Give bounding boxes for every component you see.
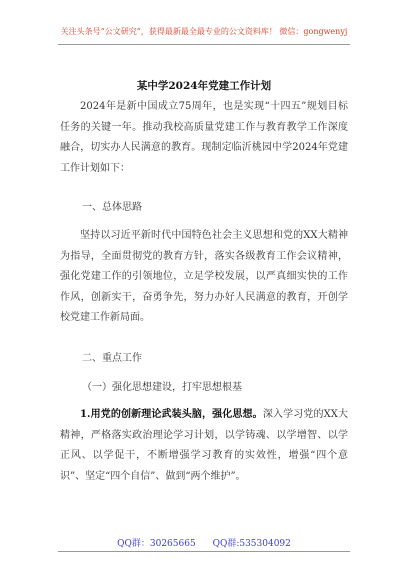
footer-qq-group-2: QQ群:535304092 [212, 539, 291, 549]
header-banner: 关注头条号“公文研究”，获得最新最全最专业的公文资料库！ 微信：gongwenyj [60, 27, 348, 36]
header-divider [58, 44, 350, 45]
section-heading-key-work: 二、重点工作 [82, 353, 142, 364]
subsection-heading-ideology: （一）强化思想建设，打牢思想根基 [82, 382, 242, 393]
section-heading-overall: 一、总体思路 [82, 202, 142, 213]
footer-divider [58, 551, 350, 552]
item-ideology-paragraph [60, 405, 348, 487]
footer-qq-group-1: QQ群：30265665 [117, 539, 196, 549]
document-title: 某中学2024年党建工作计划 [136, 80, 272, 92]
intro-paragraph: 2024年是新中国成立75周年，也是实现“十四五”规划目标任务的关键一年。推动我校高质量党建工作与教育教学工作深度融合，切实办人民满意的教育。现制定临沂桃园中学2024年党建工作计划如下： [60, 101, 348, 174]
item-ideology-body: 深入学习党的XX大精神，严格落实政治理论学习计划，以学铸魂、以学增智、以学正风、以学促干，不断增强学习教育的实效性，增强“四个意识”、坚定“四个自信”、做到“两个维护”。 [60, 409, 348, 482]
footer-contacts [0, 536, 408, 549]
item-ideology-lead: 1.用党的创新理论武装头脑，强化思想。 [80, 409, 263, 420]
section-overall-body: 坚持以习近平新时代中国特色社会主义思想和党的XX大精神为指导，全面贯彻党的教育方针，落实各级教育工作会议精神，强化党建工作的引领地位，立足学校发展，以严真细实快的工作作风，创新实干，奋勇争先，努力办好人民满意的教育，开创学校党建工作新局面。 [60, 230, 348, 323]
